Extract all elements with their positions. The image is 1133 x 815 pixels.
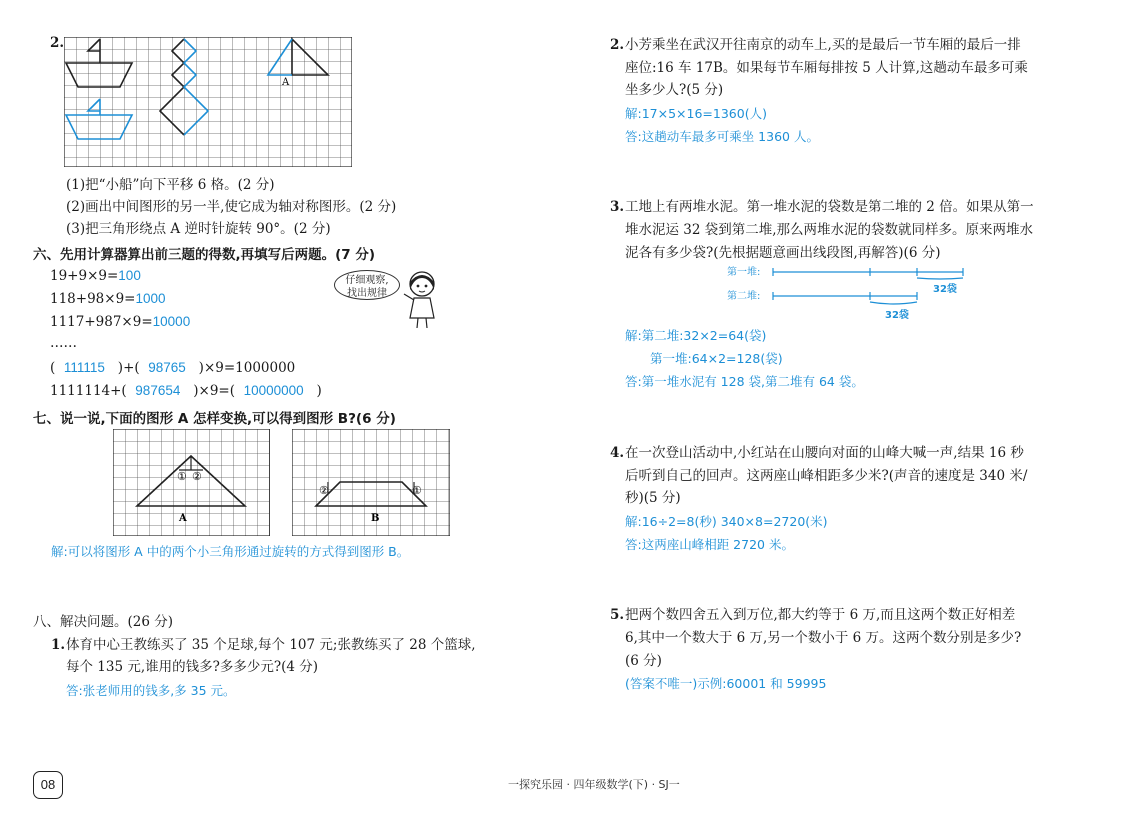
footer-text: 一探究乐园 · 四年级数学(下) · SJ一: [508, 778, 680, 791]
problem-3-solution-2: 第一堆:64×2=128(袋): [650, 351, 783, 366]
problem-3-solution-1: 解:第二堆:32×2=64(袋): [625, 328, 767, 343]
calc-line-3: 1117+987×9=10000: [50, 314, 191, 330]
q2-item-1: (1)把“小船”向下平移 6 格。(2 分): [66, 177, 275, 193]
bag-label-1: 32袋: [933, 284, 957, 295]
second-pile-label: 第二堆:: [727, 291, 761, 302]
girl-cartoon-icon: [400, 268, 444, 332]
grid-figure-b: [292, 429, 450, 536]
problem-5-answer: (答案不唯一)示例:60001 和 59995: [625, 676, 827, 691]
marker-1-label: ①: [177, 470, 187, 483]
marker-2-label: ②: [319, 484, 329, 497]
problem-2-answer: 答:这趟动车最多可乘坐 1360 人。: [625, 129, 819, 144]
marker-2-label: ②: [192, 470, 202, 483]
bag-label-2: 32袋: [885, 310, 909, 321]
problem-4-number: 4.: [610, 445, 625, 461]
problem-1-line-1: 体育中心王教练买了 35 个足球,每个 107 元;张教练买了 28 个篮球,: [66, 637, 476, 653]
problem-5-line-3: (6 分): [625, 653, 662, 669]
question-number: 2.: [50, 35, 65, 51]
problem-4-line-3: 秒)(5 分): [625, 490, 681, 506]
figure-a-label: A: [179, 513, 187, 524]
grid-figure-a: [113, 429, 270, 536]
problem-3-line-2: 堆水泥运 32 袋到第二堆,那么两堆水泥的袋数就同样多。原来两堆水: [625, 222, 1034, 238]
problem-4-line-1: 在一次登山活动中,小红站在山腰向对面的山峰大喊一声,结果 16 秒: [625, 445, 1024, 461]
calc-line-1: 19+9×9=100: [50, 268, 141, 284]
problem-2-solution: 解:17×5×16=1360(人): [625, 106, 767, 121]
first-pile-label: 第一堆:: [727, 267, 761, 278]
problem-2-line-2: 座位:16 车 17B。如果每节车厢每排按 5 人计算,这趟动车最多可乘: [625, 60, 1028, 76]
problem-2-number: 2.: [610, 37, 625, 53]
calc-line-2: 118+98×9=1000: [50, 291, 166, 307]
grid-figure-1: [64, 37, 352, 167]
page-number: 08: [33, 771, 63, 799]
fill-line-1: ( 111115 )+( 98765 )×9=1000000: [50, 360, 296, 376]
problem-2-line-1: 小芳乘坐在武汉开往南京的动车上,买的是最后一节车厢的最后一排: [625, 37, 1021, 53]
speech-bubble: 仔细观察, 找出规律: [334, 270, 400, 300]
problem-3-answer: 答:第一堆水泥有 128 袋,第二堆有 64 袋。: [625, 374, 864, 389]
problem-3-line-3: 泥各有多少袋?(先根据题意画出线段图,再解答)(6 分): [625, 245, 941, 261]
problem-3-line-1: 工地上有两堆水泥。第一堆水泥的袋数是第二堆的 2 倍。如果从第一: [625, 199, 1034, 215]
problem-5-line-1: 把两个数四舍五入到万位,都大约等于 6 万,而且这两个数正好相差: [625, 607, 1016, 623]
problem-1-answer: 答:张老师用的钱多,多 35 元。: [66, 683, 236, 698]
problem-4-line-2: 后听到自己的回声。这两座山峰相距多少米?(声音的速度是 340 米/: [625, 468, 1028, 484]
ellipsis: ……: [50, 335, 77, 351]
problem-5-line-2: 6,其中一个数大于 6 万,另一个数小于 6 万。这两个数分别是多少?: [625, 630, 1022, 646]
problem-1-line-2: 每个 135 元,谁用的钱多?多多少元?(4 分): [66, 659, 319, 675]
marker-1-label: ①: [412, 484, 422, 497]
section-six-title: 六、先用计算器算出前三题的得数,再填写后两题。(7 分): [33, 247, 376, 263]
problem-2-line-3: 坐多少人?(5 分): [625, 82, 724, 98]
section-seven-title: 七、说一说,下面的图形 A 怎样变换,可以得到图形 B?(6 分): [33, 411, 396, 427]
problem-3-number: 3.: [610, 199, 625, 215]
point-a-label: A: [282, 77, 290, 88]
q2-item-3: (3)把三角形绕点 A 逆时针旋转 90°。(2 分): [66, 221, 331, 237]
fill-line-2: 1111114+( 987654 )×9=( 10000000 ): [50, 383, 322, 399]
problem-4-answer: 答:这两座山峰相距 2720 米。: [625, 537, 794, 552]
q2-item-2: (2)画出中间图形的另一半,使它成为轴对称图形。(2 分): [66, 199, 397, 215]
section-seven-answer: 解:可以将图形 A 中的两个小三角形通过旋转的方式得到图形 B。: [51, 544, 410, 559]
problem-5-number: 5.: [610, 607, 625, 623]
problem-4-solution: 解:16÷2=8(秒) 340×8=2720(米): [625, 514, 828, 529]
figure-b-label: B: [371, 513, 380, 524]
line-segment-diagram: [725, 264, 970, 322]
problem-1-number: 1.: [51, 637, 66, 653]
section-eight-title: 八、解决问题。(26 分): [33, 614, 174, 630]
